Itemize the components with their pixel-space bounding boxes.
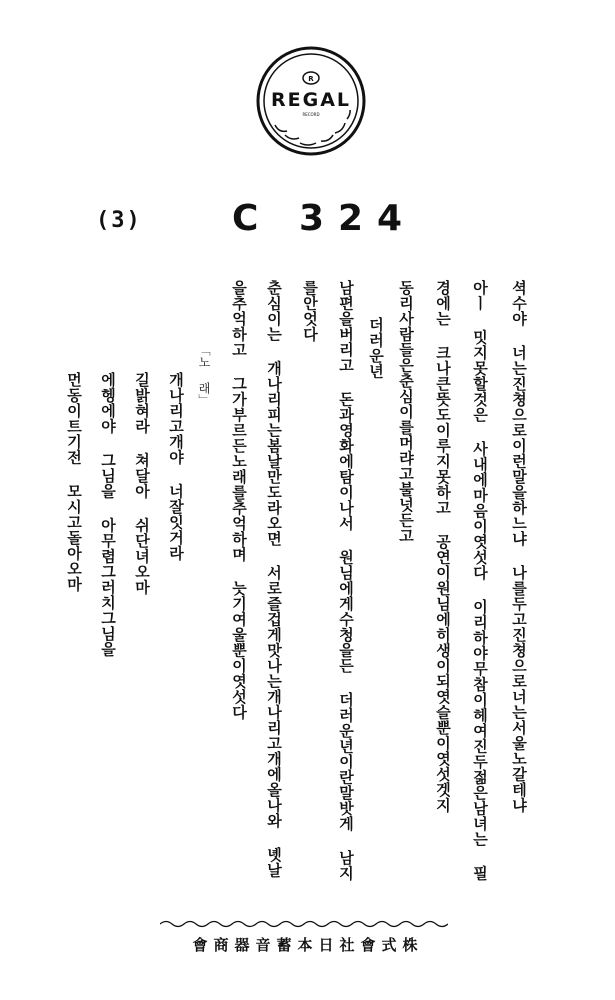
publisher-footer: 會商器音蓄本日社會式株 [192, 936, 424, 954]
dialogue-line: 경에는 크나큰뜻도이루지못하고 공연이원님에히생이되엿슬뿐이엿섯겟지 [434, 280, 452, 813]
song-section-label: 「노 래」 [197, 344, 211, 406]
dialogue-line: 아ㅣ 밋지못할것은 사내에마음이엿섯다 이리하야무참이헤여진두젊은남녀는 필 [471, 280, 489, 881]
svg-text:R: R [308, 75, 314, 83]
decorative-wavy-rule [160, 916, 448, 930]
dialogue-line: 를안엇다 [301, 280, 319, 342]
song-line: 먼동이트기전 모시고돌아오마 [65, 372, 83, 592]
logo-small-text: RECORD [302, 112, 320, 117]
dialogue-line: 을추억하고 그가부르든노래를추억하며 늣기여울뿐이엿섯다 [230, 280, 248, 720]
regal-logo [255, 45, 367, 157]
dialogue-line: 더러운년 [367, 317, 385, 379]
song-line: 에헹에야 그님을 아무렴그러치그님을 [99, 372, 117, 657]
page-number: (3) [96, 208, 142, 233]
dialogue-line: 춘심이는 개나리피는봄날만도라오면 서로즐겁게맛나는개나리고개에올나와 녯날 [265, 280, 283, 878]
dialogue-line: 남편을버리고 돈과영화에탐이나서 원님에게수청을든 더러운년이란말밧게 남지 [337, 280, 355, 881]
dialogue-line: 셕수야 너는진쳥으로이런말을하느냐 나를두고진쳥으로너는서울노갈테냐 [510, 280, 528, 813]
song-line: 길밝혀라 쳐달아 쉬단녀오마 [133, 372, 151, 595]
song-line: 개나리고개야 너잘잇거라 [167, 372, 185, 561]
brand-logo-text: REGAL [270, 89, 352, 111]
dialogue-line: 동리사람들은춘심이를머랴고불넛든고 [397, 280, 415, 544]
catalog-number: C 324 [232, 198, 417, 239]
